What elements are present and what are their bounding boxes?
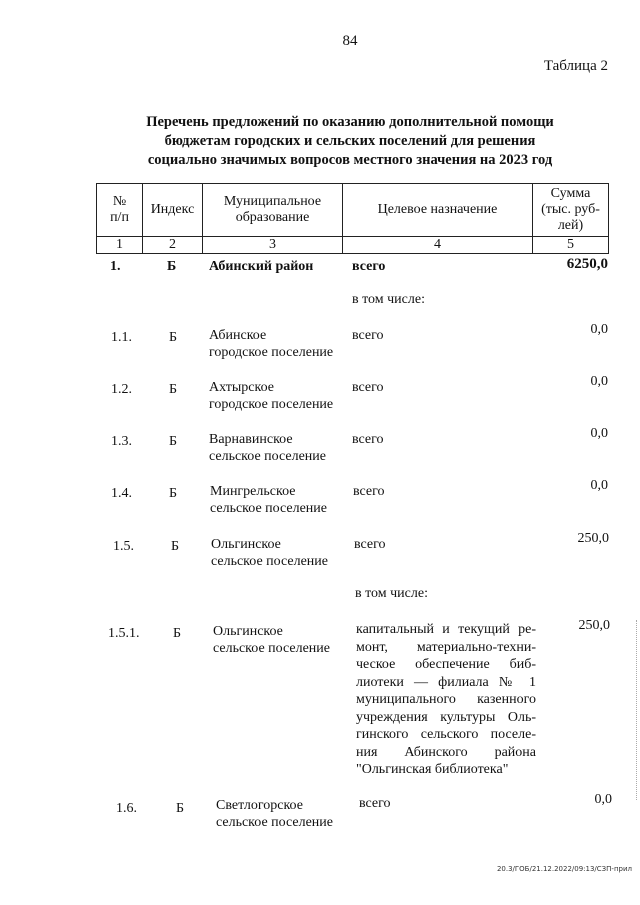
row-1-5-including: в том числе:	[355, 586, 428, 601]
row-1-6-num: 1.6.	[116, 801, 137, 816]
row-1-3-municipality: Варнавинское сельское поселение	[209, 432, 326, 464]
page-number: 84	[342, 33, 358, 49]
row-1-4-sum: 0,0	[590, 478, 608, 493]
row-1-5-sum: 250,0	[577, 531, 609, 546]
row-1-3-num: 1.3.	[111, 434, 132, 449]
header-colnum-1: 1	[97, 237, 143, 254]
row-1-sum: 6250,0	[566, 256, 608, 272]
title-line-2: бюджетам городских и сельских поселений для решения	[164, 133, 536, 149]
row-1-4-municipality: Мингрельское сельское поселение	[210, 484, 327, 516]
header-municipality: Муниципальное образование	[203, 184, 343, 237]
row-1-4-index: Б	[169, 486, 178, 501]
header-colnum-2: 2	[143, 237, 203, 254]
header-purpose: Целевое назначение	[343, 184, 533, 237]
row-1-index: Б	[167, 259, 177, 274]
header-colnum-5: 5	[533, 237, 609, 254]
row-1-1-num: 1.1.	[111, 330, 132, 345]
row-1-6-sum: 0,0	[594, 792, 612, 807]
row-1-5-1-purpose: капитальный и текущий ре- монт, материально-техни- ческое обеспечение биб- лиотеки — филиала № 1 муниципального казенного учреждения культуры Оль- гинского сельского поселе- ния Абинского района "Ольгинская библиотека"	[356, 622, 536, 777]
row-1-2-num: 1.2.	[111, 382, 132, 397]
row-1-1-sum: 0,0	[590, 322, 608, 337]
row-1-5-1-municipality: Ольгинское сельское поселение	[213, 624, 330, 656]
row-1-3-purpose: всего	[352, 432, 384, 447]
header-colnum-4: 4	[343, 237, 533, 254]
row-1-purpose: всего	[352, 259, 386, 274]
header-colnum-3: 3	[203, 237, 343, 254]
header-index: Индекс	[143, 184, 203, 237]
title-line-1: Перечень предложений по оказанию дополнительной помощи	[146, 114, 554, 130]
row-1-6-index: Б	[176, 801, 185, 816]
row-1-5-purpose: всего	[354, 537, 386, 552]
row-1-1-index: Б	[169, 330, 178, 345]
row-1-2-purpose: всего	[352, 380, 384, 395]
scan-edge-mark	[636, 620, 638, 800]
row-1-4-num: 1.4.	[111, 486, 132, 501]
row-1-1-purpose: всего	[352, 328, 384, 343]
row-1-1-municipality: Абинское городское поселение	[209, 328, 334, 360]
row-1-including: в том числе:	[352, 292, 425, 307]
row-1-2-index: Б	[169, 382, 178, 397]
row-1-3-sum: 0,0	[590, 426, 608, 441]
document-title	[60, 113, 640, 170]
row-1-2-municipality: Ахтырское городское поселение	[209, 380, 334, 412]
row-1-5-1-num: 1.5.1.	[108, 626, 140, 641]
header-sum: Сумма (тыс. руб-лей)	[533, 184, 609, 237]
row-1-5-1-index: Б	[173, 626, 182, 641]
row-1-5-index: Б	[171, 539, 180, 554]
row-1-4-purpose: всего	[353, 484, 385, 499]
row-1-3-index: Б	[169, 434, 178, 449]
table-header	[96, 183, 609, 254]
row-1-6-purpose: всего	[359, 796, 391, 811]
row-1-municipality: Абинский район	[209, 259, 314, 274]
row-1-5-1-sum: 250,0	[578, 618, 610, 633]
header-num: № п/п	[97, 184, 143, 237]
table-label: Таблица 2	[543, 58, 608, 74]
row-1-5-num: 1.5.	[113, 539, 134, 554]
row-1-6-municipality: Светлогорское сельское поселение	[216, 798, 333, 830]
row-1-num: 1.	[110, 259, 121, 274]
footer-code: 20.3/ГОБ/21.12.2022/09:13/СЗП-прил	[496, 865, 632, 873]
row-1-2-sum: 0,0	[590, 374, 608, 389]
row-1-5-municipality: Ольгинское сельское поселение	[211, 537, 328, 569]
title-line-3: социально значимых вопросов местного значения на 2023 год	[147, 152, 553, 168]
